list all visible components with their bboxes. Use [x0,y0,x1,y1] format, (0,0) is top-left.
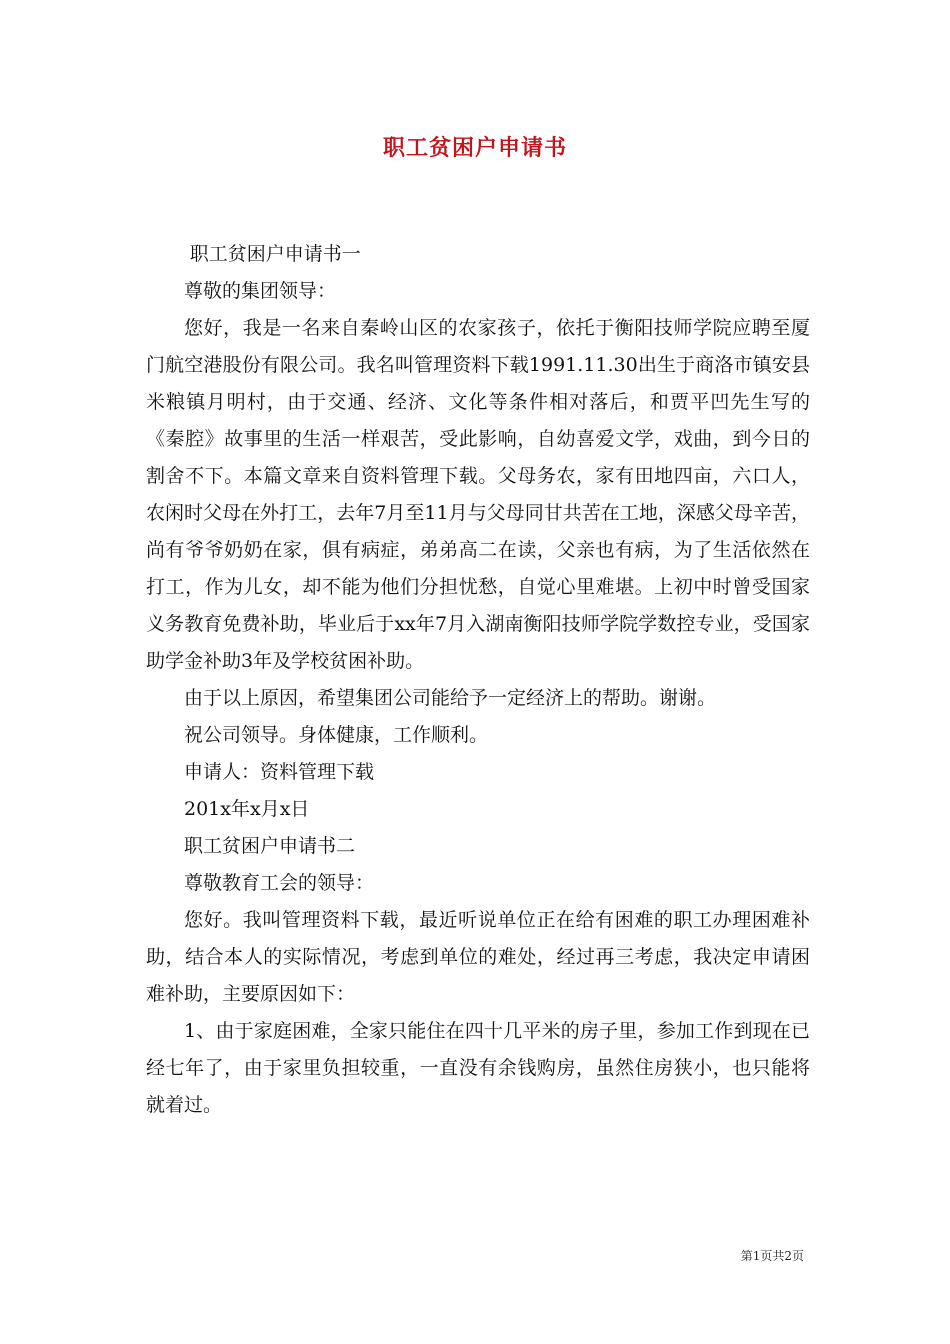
page-number-footer: 第1页共2页 [740,1249,804,1263]
body-paragraph: 您好。我叫管理资料下载，最近听说单位正在给有困难的职工办理困难补助，结合本人的实际情况，考虑到单位的难处，经过再三考虑，我决定申请困难补助，主要原因如下： [146,909,810,1005]
body-paragraph: 申请人：资料管理下载 [184,761,375,783]
body-paragraph: 职工贫困户申请书一 [189,243,361,265]
body-paragraph: 尊敬教育工会的领导： [184,872,375,894]
document-body [146,236,810,1124]
body-paragraph: 尊敬的集团领导： [184,280,337,302]
document-title: 职工贫困户申请书 [382,136,567,161]
body-paragraph: 201x年x月x日 [184,798,310,820]
body-paragraph: 1、由于家庭困难，全家只能住在四十几平米的房子里，参加工作到现在已经七年了，由于家里负担较重，一直没有余钱购房，虽然住房狭小，也只能将就着过。 [146,1020,810,1116]
body-paragraph: 您好，我是一名来自秦岭山区的农家孩子，依托于衡阳技师学院应聘至厦门航空港股份有限公司。我名叫管理资料下载1991.11.30出生于商洛市镇安县米粮镇月明村，由于交通、经济、文化等条件相对落后，和贾平凹先生写的《秦腔》故事里的生活一样艰苦，受此影响，自幼喜爱文学，戏曲，到今日的割舍不下。本篇文章来自资料管理下载。父母务农，家有田地四亩，六口人，农闲时父母在外打工，去年7月至11月与父母同甘共苦在工地，深感父母辛苦，尚有爷爷奶奶在家，俱有病症，弟弟高二在读，父亲也有病，为了生活依然在打工，作为儿女，却不能为他们分担忧愁，自觉心里难堪。上初中时曾受国家义务教育免费补助，毕业后于xx年7月入湖南衡阳技师学院学数控专业，受国家助学金补助3年及学校贫困补助。 [146,317,810,672]
body-paragraph: 由于以上原因，希望集团公司能给予一定经济上的帮助。谢谢。 [184,687,717,709]
body-paragraph: 祝公司领导。身体健康，工作顺利。 [184,724,489,746]
body-paragraph: 职工贫困户申请书二 [184,835,356,857]
